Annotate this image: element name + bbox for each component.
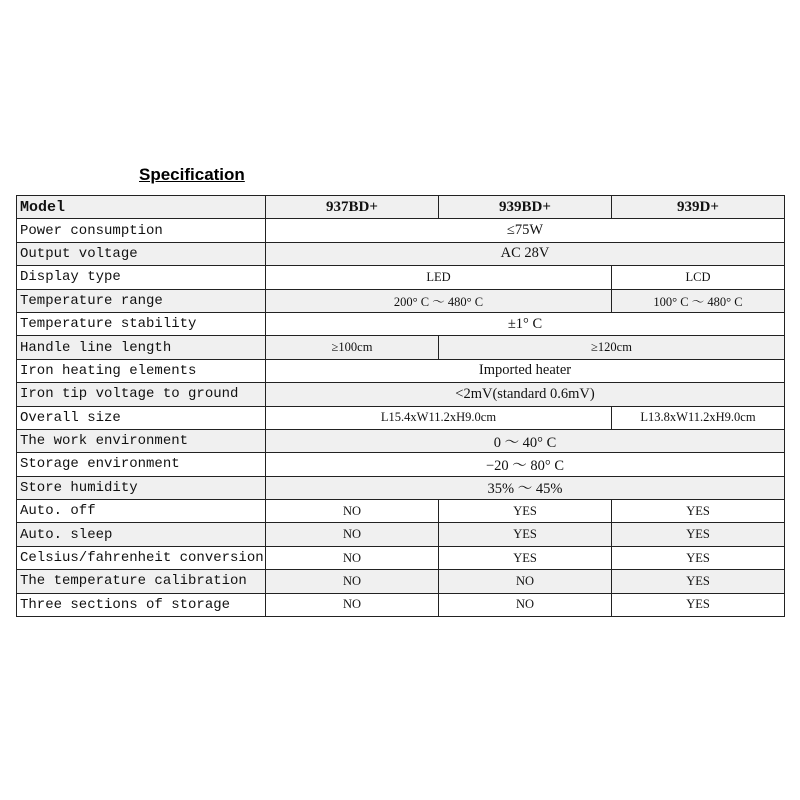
specification-table xyxy=(16,195,785,617)
model-939bd: 939BD+ xyxy=(439,196,612,219)
row-label: Output voltage xyxy=(17,242,266,265)
model-939d: 939D+ xyxy=(612,196,785,219)
cell-value: 35% ～ 45% xyxy=(266,476,785,499)
cell-value: ≤75W xyxy=(266,219,785,242)
cell-value: NO xyxy=(439,593,612,616)
cell-value: −20 ～ 80° C xyxy=(266,453,785,476)
row-label: The temperature calibration xyxy=(17,570,266,593)
table-row xyxy=(17,593,785,616)
cell-value: Imported heater xyxy=(266,359,785,382)
cell-value: ±1° C xyxy=(266,312,785,335)
cell-value: YES xyxy=(612,546,785,569)
row-label: The work environment xyxy=(17,429,266,452)
cell-value: ≥100cm xyxy=(266,336,439,359)
table-row xyxy=(17,546,785,569)
row-label: Auto. sleep xyxy=(17,523,266,546)
row-label: Celsius/fahrenheit conversion xyxy=(17,546,266,569)
cell-value: YES xyxy=(612,570,785,593)
row-label: Store humidity xyxy=(17,476,266,499)
row-label: Storage environment xyxy=(17,453,266,476)
cell-value: NO xyxy=(266,523,439,546)
cell-value: ≥120cm xyxy=(439,336,785,359)
row-label: Auto. off xyxy=(17,500,266,523)
table-row xyxy=(17,289,785,312)
row-label: Temperature stability xyxy=(17,312,266,335)
table-row xyxy=(17,406,785,429)
cell-value: <2mV(standard 0.6mV) xyxy=(266,383,785,406)
cell-value: L13.8xW11.2xH9.0cm xyxy=(612,406,785,429)
cell-value: NO xyxy=(439,570,612,593)
cell-value: 0 ～ 40° C xyxy=(266,429,785,452)
cell-value: AC 28V xyxy=(266,242,785,265)
row-label: Power consumption xyxy=(17,219,266,242)
cell-value: NO xyxy=(266,570,439,593)
cell-value: L15.4xW11.2xH9.0cm xyxy=(266,406,612,429)
cell-value: LED xyxy=(266,266,612,289)
table-row xyxy=(17,312,785,335)
table-row xyxy=(17,570,785,593)
table-row xyxy=(17,219,785,242)
table-row xyxy=(17,359,785,382)
cell-value: NO xyxy=(266,593,439,616)
page-title: Specification xyxy=(139,165,245,184)
cell-value: LCD xyxy=(612,266,785,289)
cell-value: YES xyxy=(439,523,612,546)
table-row xyxy=(17,453,785,476)
cell-value: YES xyxy=(439,546,612,569)
table-row xyxy=(17,500,785,523)
row-label: Overall size xyxy=(17,406,266,429)
table-row xyxy=(17,476,785,499)
cell-value: NO xyxy=(266,500,439,523)
row-label: Display type xyxy=(17,266,266,289)
table-row xyxy=(17,242,785,265)
cell-value: 200° C ～ 480° C xyxy=(266,289,612,312)
table-row xyxy=(17,383,785,406)
table-row xyxy=(17,266,785,289)
cell-value: YES xyxy=(612,593,785,616)
cell-value: YES xyxy=(439,500,612,523)
header-label: Model xyxy=(17,196,266,219)
model-937bd: 937BD+ xyxy=(266,196,439,219)
cell-value: YES xyxy=(612,500,785,523)
table-header-row xyxy=(17,196,785,219)
table-row xyxy=(17,429,785,452)
row-label: Temperature range xyxy=(17,289,266,312)
table-row xyxy=(17,523,785,546)
row-label: Handle line length xyxy=(17,336,266,359)
cell-value: 100° C ～ 480° C xyxy=(612,289,785,312)
cell-value: NO xyxy=(266,546,439,569)
table-row xyxy=(17,336,785,359)
row-label: Iron tip voltage to ground xyxy=(17,383,266,406)
row-label: Iron heating elements xyxy=(17,359,266,382)
cell-value: YES xyxy=(612,523,785,546)
row-label: Three sections of storage xyxy=(17,593,266,616)
